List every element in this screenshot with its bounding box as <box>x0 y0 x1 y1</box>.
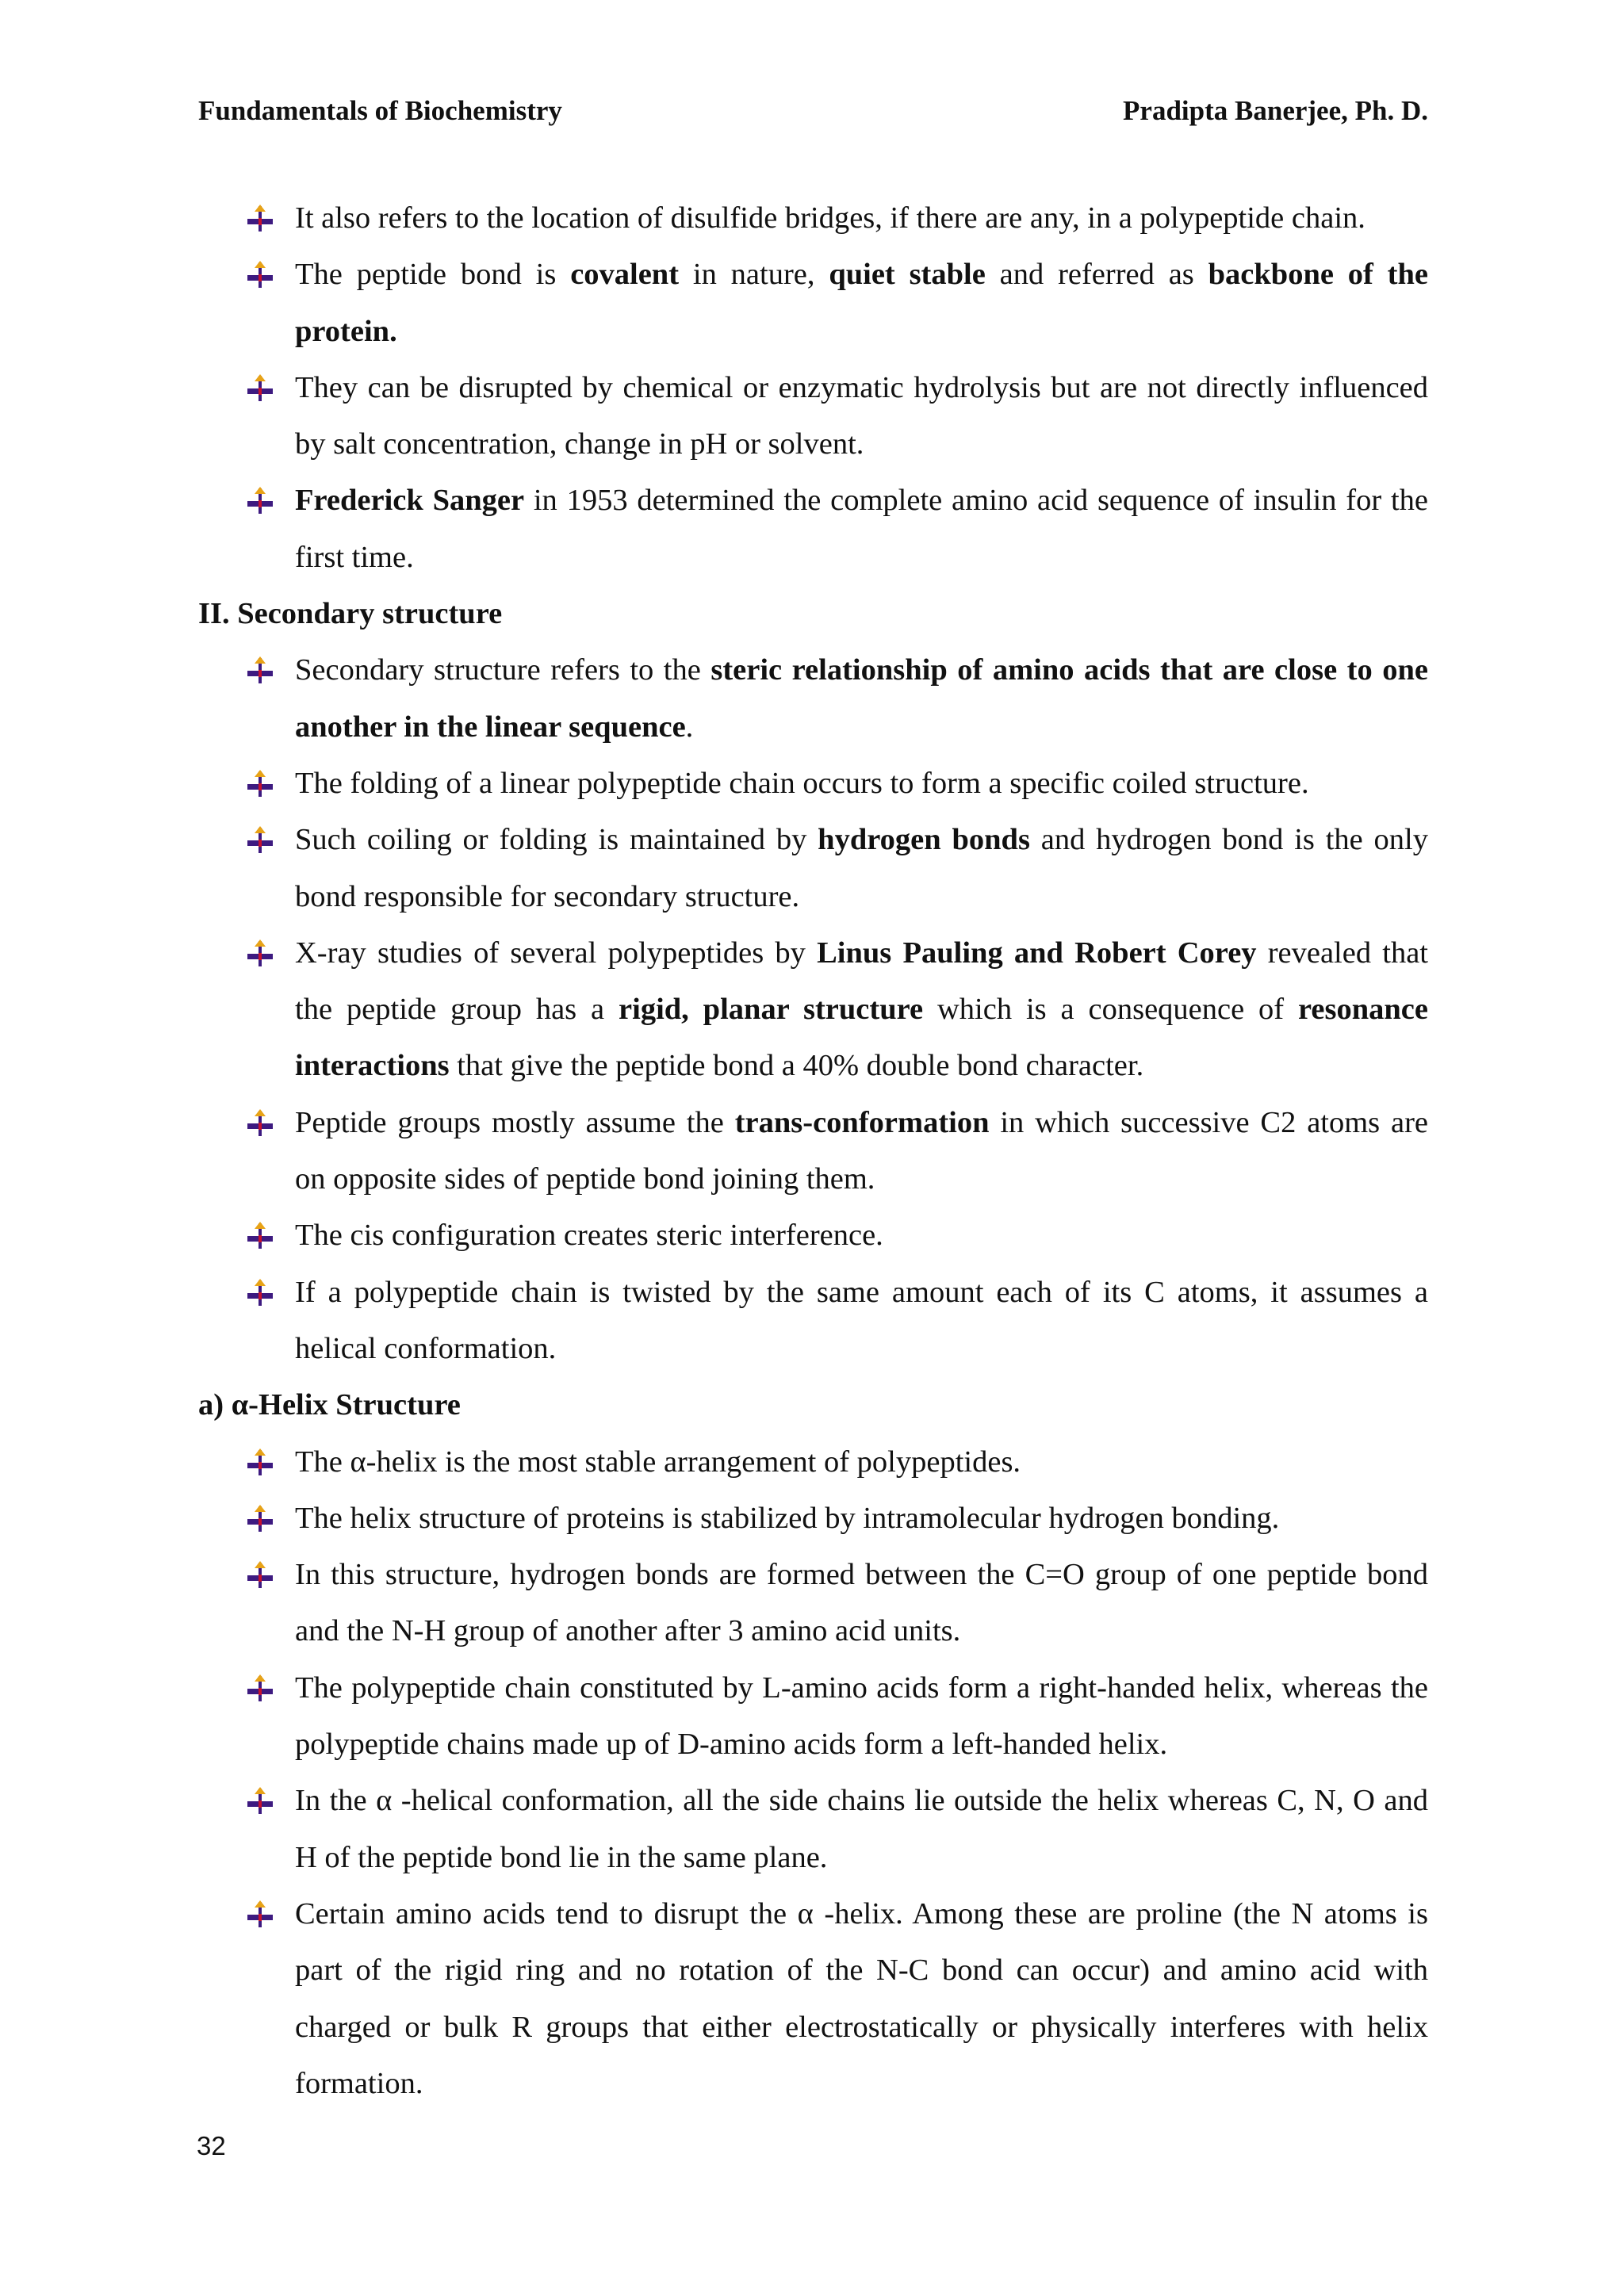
arrow-cross-bullet-icon <box>246 1505 274 1533</box>
arrow-cross-bullet-icon <box>246 1900 274 1929</box>
text-run: They can be disrupted by chemical or enzymatic hydrolysis but are not directly influenced by salt concentration, change in pH or solvent. <box>295 370 1428 461</box>
text-run: Such coiling or folding is maintained by <box>295 823 818 857</box>
secondary-structure-bullet-list <box>198 642 1428 1377</box>
bold-text: covalent <box>570 258 680 292</box>
text-run: and hydrogen bond is the only bond responsible for secondary structure. <box>295 823 1428 913</box>
text-run: The cis configuration creates steric interference. <box>295 1219 883 1253</box>
bold-text: Linus Pauling and Robert Corey <box>817 936 1257 970</box>
text-run: Peptide groups mostly assume the <box>295 1105 735 1139</box>
page-header <box>198 95 1428 127</box>
bullet-item <box>295 360 1428 473</box>
header-author: Pradipta Banerjee, Ph. D. <box>1123 95 1428 126</box>
bullet-item <box>295 1434 1428 1490</box>
bold-text: steric relationship of amino acids that are close to one another in the linear sequence <box>295 653 1429 744</box>
text-run: revealed that the peptide group has a <box>295 936 1428 1027</box>
arrow-cross-bullet-icon <box>246 1222 274 1250</box>
arrow-cross-bullet-icon <box>246 770 274 798</box>
alpha-helix-bullet-list <box>198 1434 1428 2113</box>
text-run: which is a consequence of <box>923 993 1299 1027</box>
arrow-cross-bullet-icon <box>246 261 274 289</box>
arrow-cross-bullet-icon <box>246 1787 274 1816</box>
bullet-item <box>295 812 1428 925</box>
text-run: . <box>685 710 694 744</box>
bold-text: quiet stable <box>829 258 986 292</box>
bullet-item <box>295 1095 1428 1208</box>
bold-text: resonance interactions <box>295 993 1428 1083</box>
bullet-item <box>295 1265 1428 1378</box>
bullet-item <box>295 1660 1428 1774</box>
text-run: Secondary structure refers to the <box>295 653 711 687</box>
bullet-item <box>295 1773 1428 1886</box>
text-run: In this structure, hydrogen bonds are formed between the C=O group of one peptide bond and the N-H group of another after 3 amino acid units. <box>295 1558 1428 1648</box>
text-run: in 1953 determined the complete amino acid sequence of insulin for the first time. <box>295 484 1428 574</box>
text-run: X-ray studies of several polypeptides by <box>295 936 818 970</box>
text-run: The folding of a linear polypeptide chain occurs to form a specific coiled structure. <box>295 766 1309 800</box>
arrow-cross-bullet-icon <box>246 1109 274 1138</box>
text-run: and referred as <box>985 258 1208 292</box>
bold-text: Frederick Sanger <box>295 484 525 518</box>
text-run: If a polypeptide chain is twisted by the same amount each of its C atoms, it assumes a helical conformation. <box>295 1275 1428 1365</box>
primary-structure-bullet-list <box>198 190 1428 586</box>
alpha-helix-heading: a) α-Helix Structure <box>198 1388 461 1422</box>
bullet-item <box>295 1207 1428 1264</box>
arrow-cross-bullet-icon <box>246 374 274 403</box>
bullet-item <box>295 190 1428 247</box>
text-run: The α-helix is the most stable arrangement of polypeptides. <box>295 1445 1021 1479</box>
bullet-item <box>295 925 1428 1095</box>
text-run: It also refers to the location of disulfide bridges, if there are any, in a polypeptide chain. <box>295 201 1365 235</box>
bullet-item <box>295 756 1428 812</box>
bold-text: hydrogen bonds <box>818 823 1030 857</box>
arrow-cross-bullet-icon <box>246 1448 274 1477</box>
text-run: The polypeptide chain constituted by L-amino acids form a right-handed helix, whereas the polypeptide chains made up of D-amino acids form a left-handed helix. <box>295 1670 1428 1762</box>
arrow-cross-bullet-icon <box>246 826 274 855</box>
text-run: In the α -helical conformation, all the side chains lie outside the helix whereas C, N, O and H of the peptide bond lie in the same plane. <box>295 1784 1428 1874</box>
arrow-cross-bullet-icon <box>246 939 274 968</box>
page-number: 32 <box>197 2131 226 2160</box>
text-run: The peptide bond is <box>295 258 571 292</box>
bullet-item <box>295 473 1428 586</box>
page-content <box>198 190 1428 2112</box>
header-book-title: Fundamentals of Biochemistry <box>198 95 562 126</box>
arrow-cross-bullet-icon <box>246 656 274 685</box>
arrow-cross-bullet-icon <box>246 1674 274 1703</box>
secondary-structure-heading: II. Secondary structure <box>198 597 503 631</box>
bullet-item <box>295 1490 1428 1547</box>
arrow-cross-bullet-icon <box>246 487 274 515</box>
arrow-cross-bullet-icon <box>246 1561 274 1590</box>
text-run: Certain amino acids tend to disrupt the α -helix. Among these are proline (the N atoms is part of the rigid ring and no rotation of the N-C bond can occur) and amino acid with charged or bulk R groups that either electrostatically or physically interferes with helix formation. <box>295 1896 1428 2100</box>
bullet-item <box>295 1547 1428 1660</box>
bold-text: rigid, planar structure <box>619 993 924 1027</box>
arrow-cross-bullet-icon <box>246 205 274 233</box>
text-run: The helix structure of proteins is stabilized by intramolecular hydrogen bonding. <box>295 1501 1280 1535</box>
bold-text: backbone of the protein. <box>295 258 1429 348</box>
text-run: in which successive C2 atoms are on opposite sides of peptide bond joining them. <box>295 1105 1429 1196</box>
arrow-cross-bullet-icon <box>246 1279 274 1307</box>
bullet-item <box>295 247 1428 360</box>
text-run: in nature, <box>679 258 829 292</box>
text-run: that give the peptide bond a 40% double bond character. <box>449 1049 1144 1083</box>
bullet-item <box>295 642 1428 756</box>
bullet-item <box>295 1886 1428 2112</box>
bold-text: trans-conformation <box>734 1105 990 1139</box>
